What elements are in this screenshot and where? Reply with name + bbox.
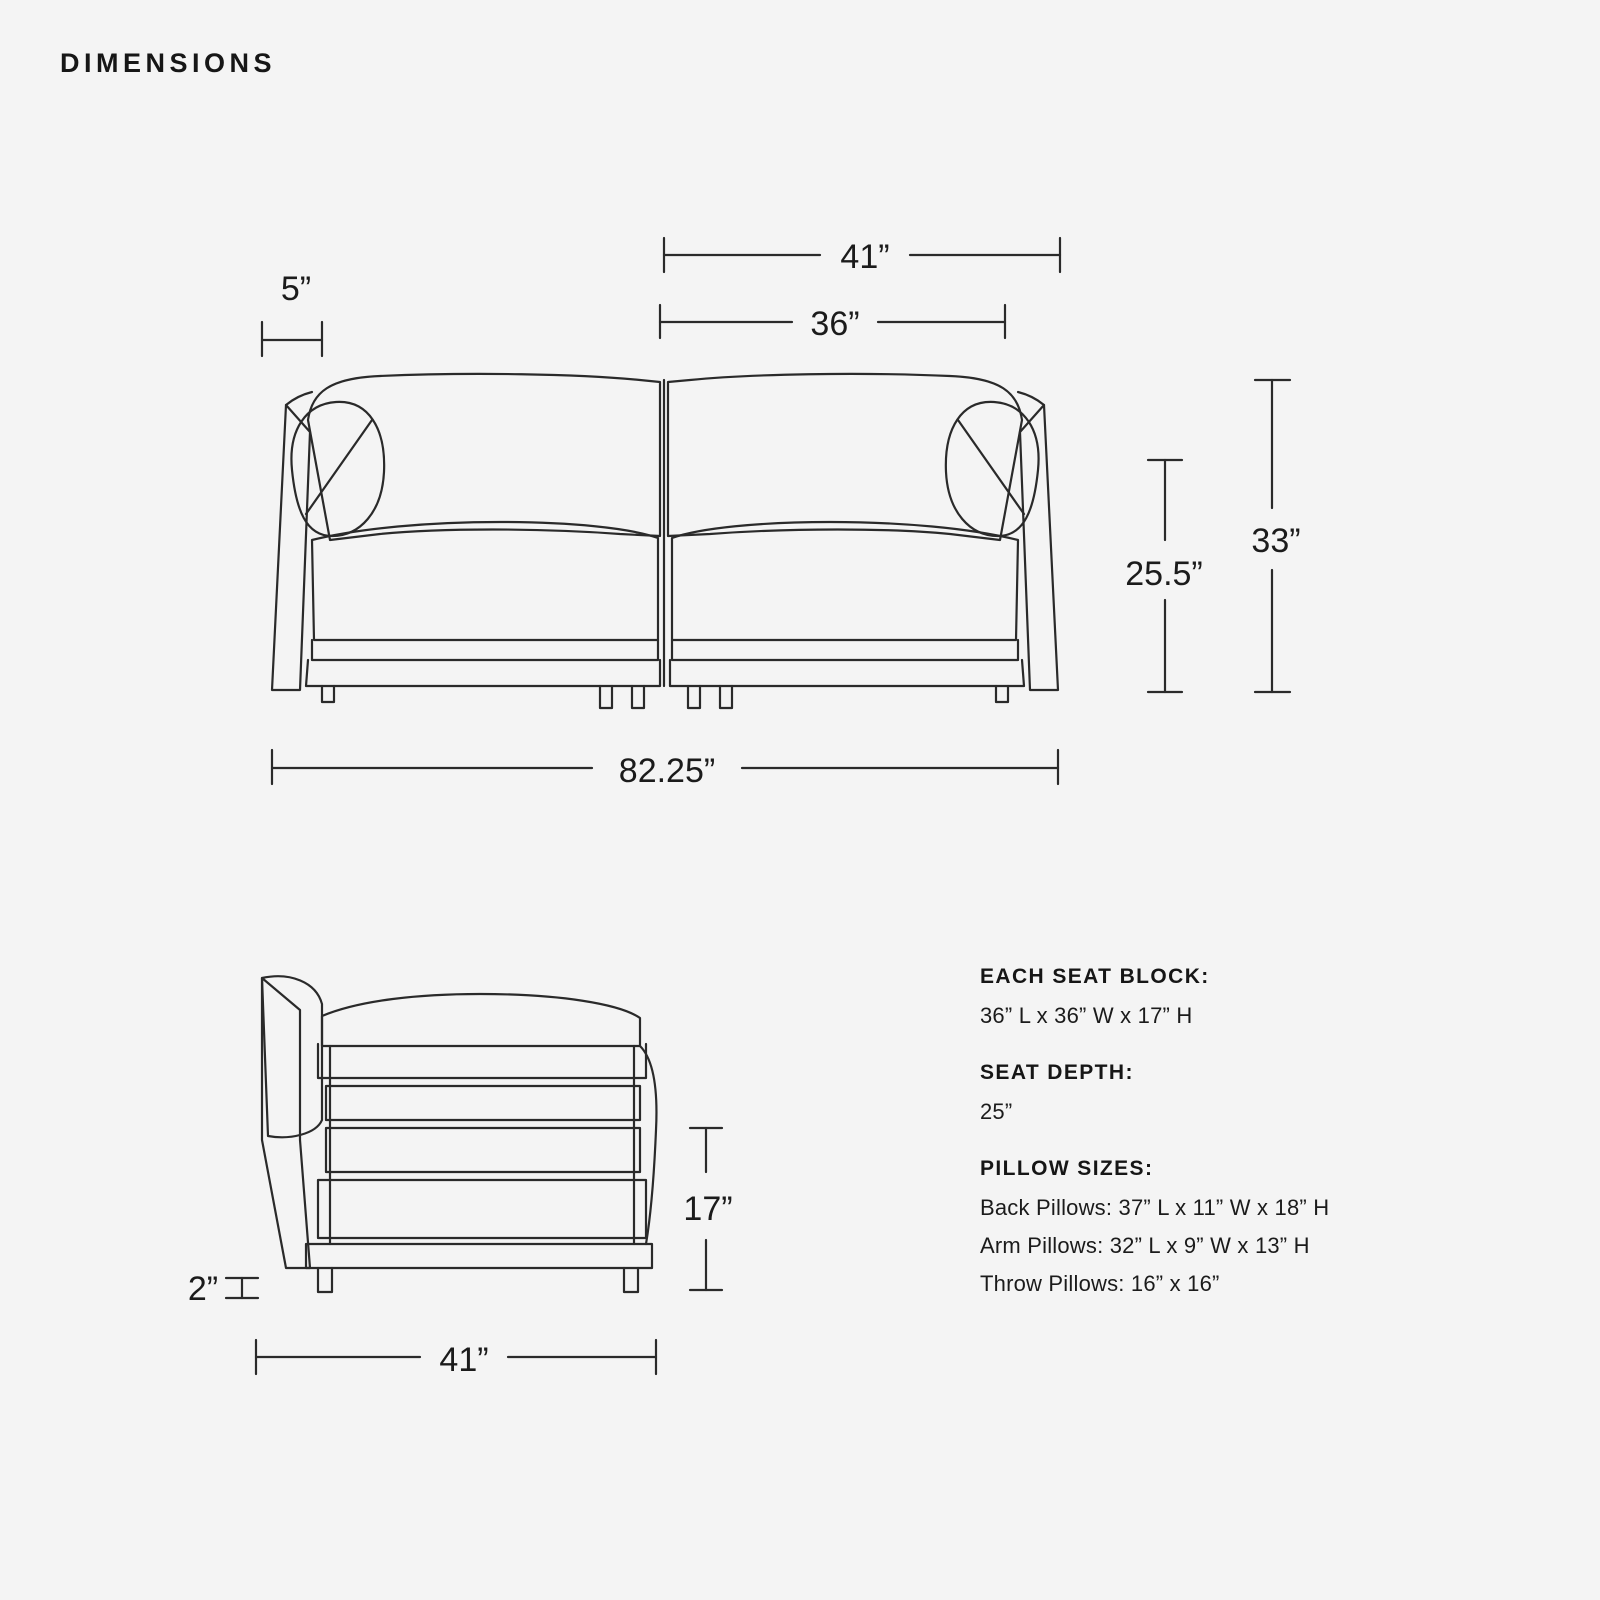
dim-line-leg-height-2 — [226, 1278, 258, 1298]
dim-label-seat-36: 36” — [810, 305, 860, 343]
spec-heading: PILLOW SIZES: — [980, 1157, 1154, 1180]
spec-line: Throw Pillows: 16” x 16” — [980, 1271, 1220, 1296]
dim-label-depth-41: 41” — [439, 1341, 489, 1379]
dim-line-arm-5 — [262, 322, 322, 356]
specifications-panel — [980, 965, 1520, 1329]
spec-line: Arm Pillows: 32” L x 9” W x 13” H — [980, 1233, 1310, 1258]
spec-block-seat-depth — [980, 1061, 1520, 1125]
spec-line: Back Pillows: 37” L x 11” W x 18” H — [980, 1195, 1330, 1220]
page-title: DIMENSIONS — [60, 48, 277, 78]
dim-label-seat-height-17: 17” — [683, 1190, 733, 1228]
spec-line: 25” — [980, 1099, 1013, 1124]
sofa-front-outline — [272, 374, 1058, 708]
spec-line: 36” L x 36” W x 17” H — [980, 1003, 1193, 1028]
spec-block-seat-block — [980, 965, 1520, 1029]
dim-label-module-41: 41” — [840, 238, 890, 276]
dim-label-arm-5: 5” — [280, 270, 312, 308]
dim-label-overall-82: 82.25” — [618, 752, 716, 790]
sofa-side-outline — [262, 976, 656, 1292]
spec-heading: SEAT DEPTH: — [980, 1061, 1134, 1084]
dim-label-leg-height-2: 2” — [187, 1270, 219, 1308]
dim-label-height-33: 33” — [1251, 522, 1301, 560]
dim-label-height-25-5: 25.5” — [1125, 555, 1203, 593]
spec-heading: EACH SEAT BLOCK: — [980, 965, 1210, 988]
spec-block-pillow-sizes — [980, 1157, 1520, 1297]
